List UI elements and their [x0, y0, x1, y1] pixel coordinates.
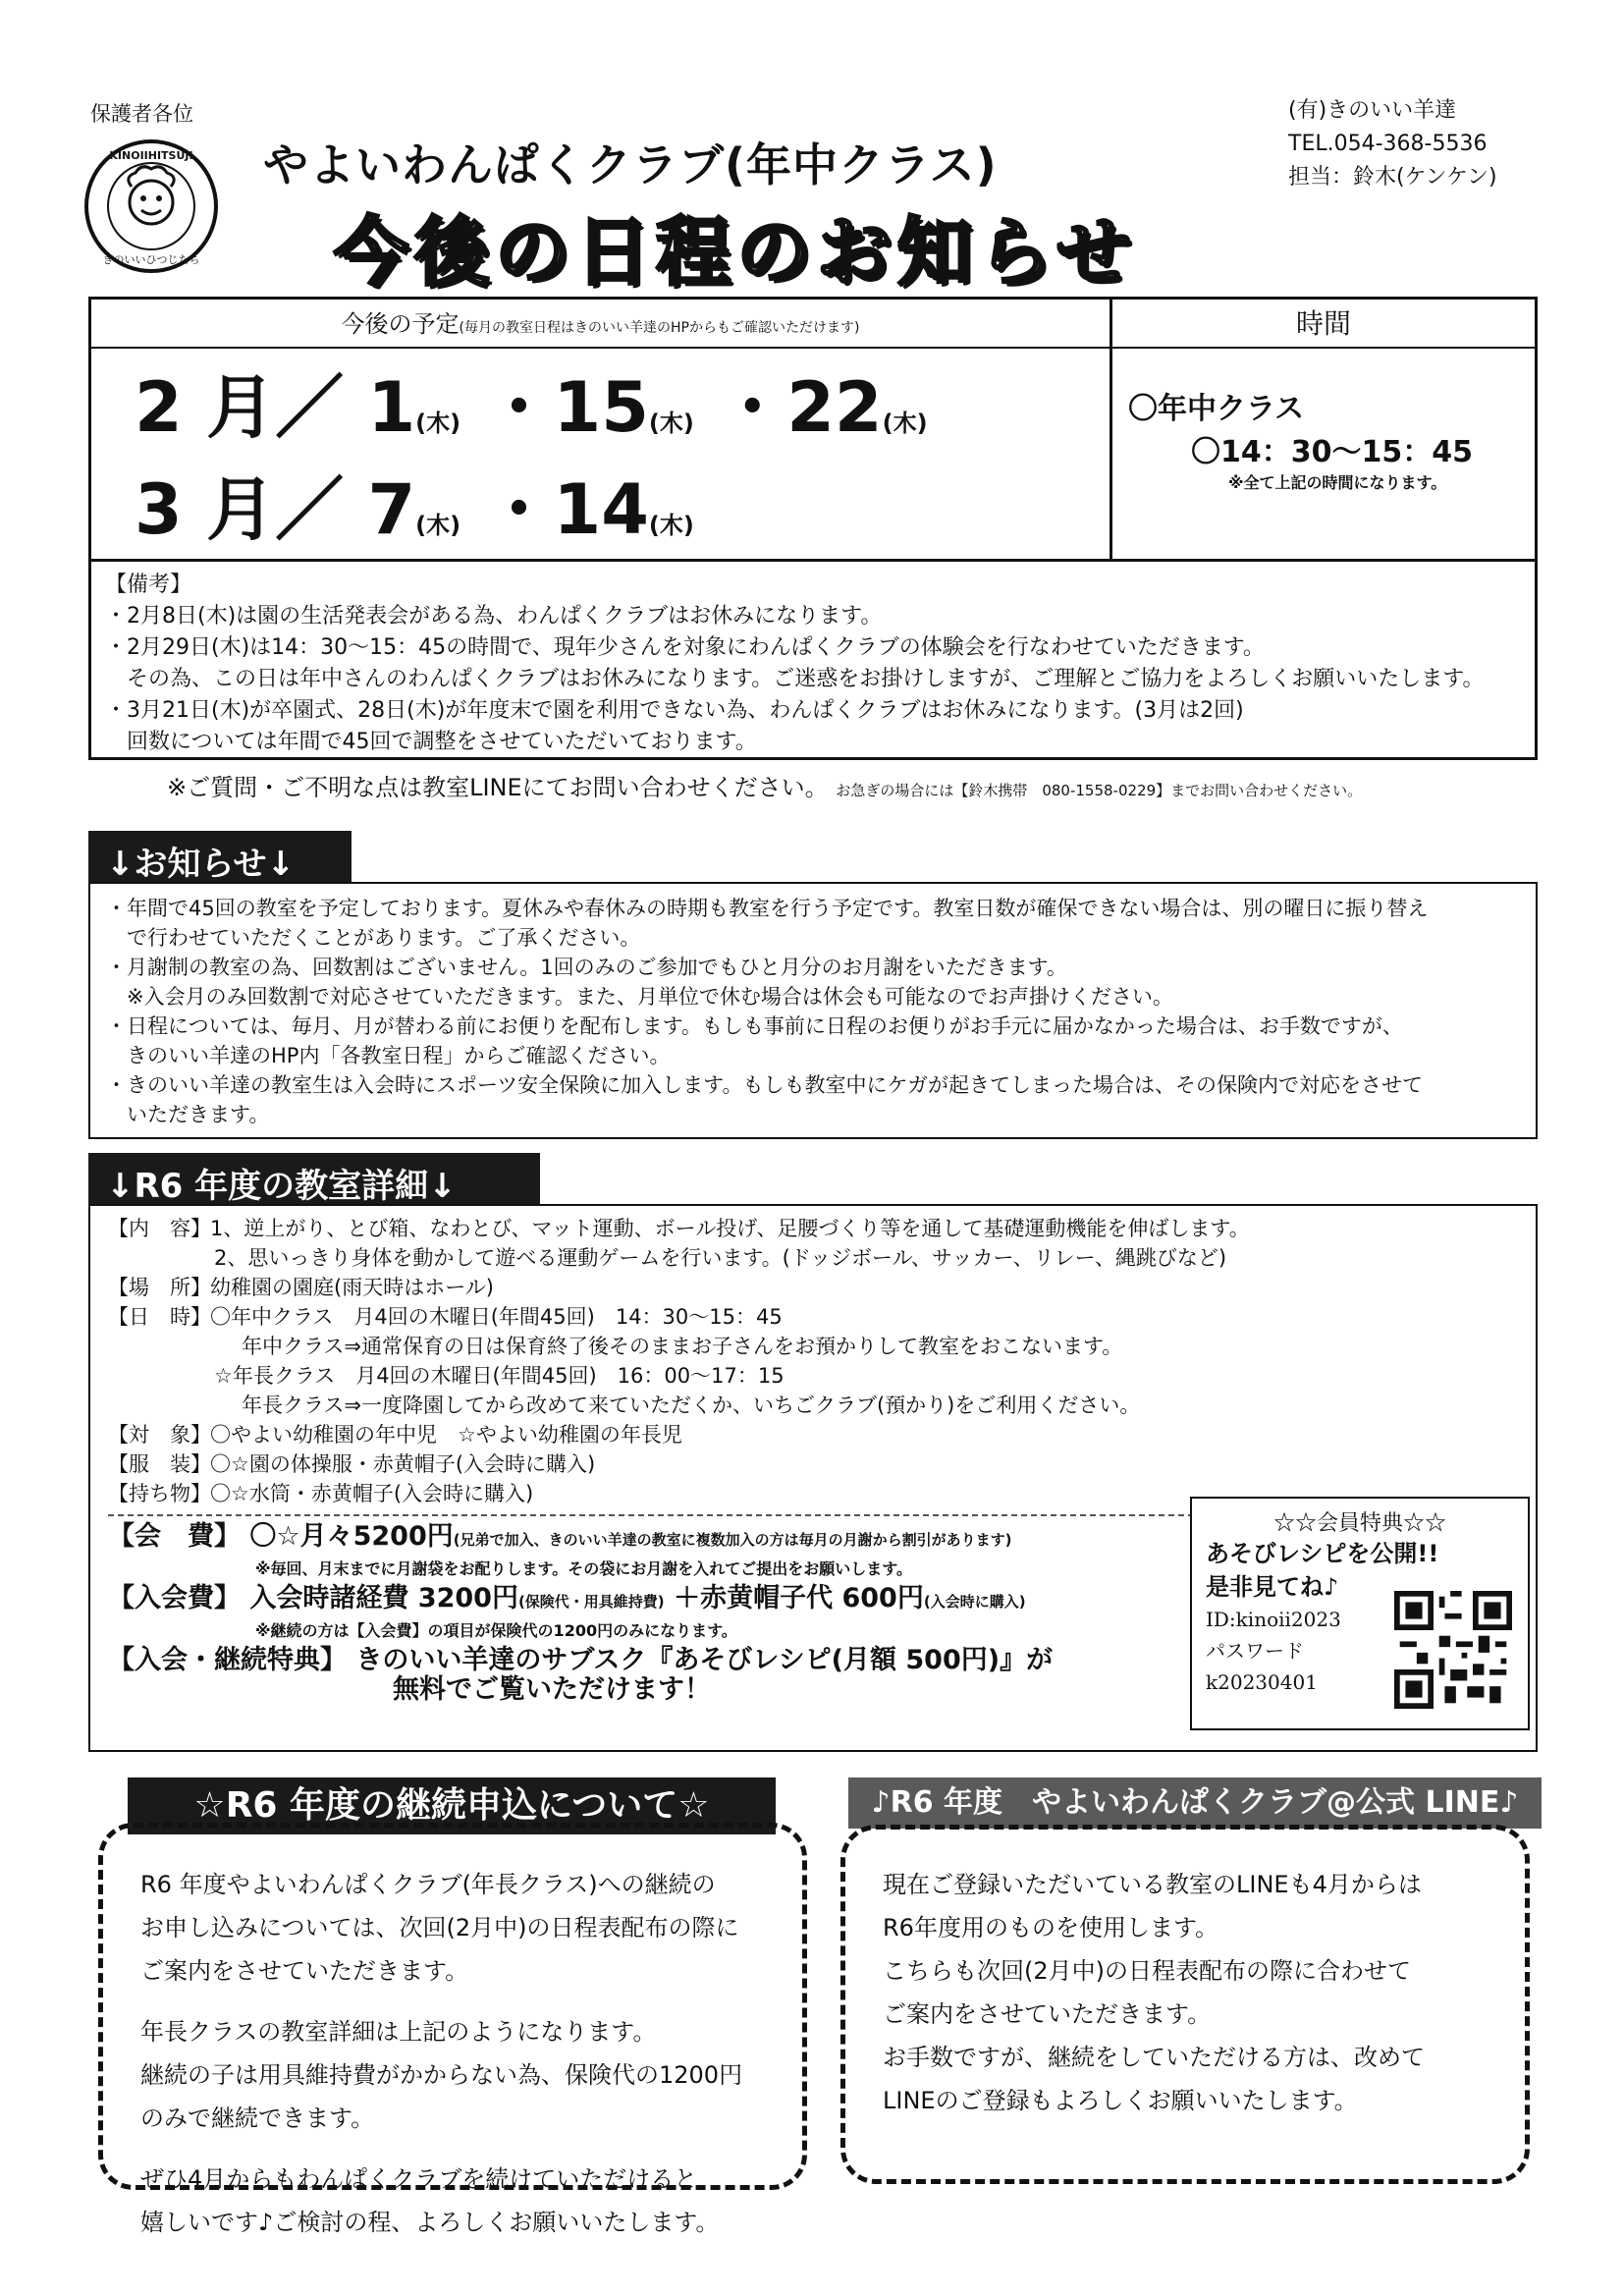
svg-text:きのいいひつじたち: きのいいひつじたち — [102, 253, 200, 266]
club-title: やよいわんぱくクラブ(年中クラス) — [263, 138, 998, 191]
renewal-paragraph-3 — [140, 2158, 765, 2244]
renewal-line: R6 年度やよいわんぱくクラブ(年長クラス)への継続の — [140, 1871, 716, 1898]
notice-line: で行わせていただくことがあります。ご了承ください。 — [106, 926, 641, 950]
content-label: 【内 容】 — [108, 1217, 211, 1240]
join-note-2: (入会時に購入) — [923, 1593, 1026, 1611]
renewal-line: ご案内をさせていただきます。 — [140, 1957, 469, 1985]
perk-text-2: 無料でご覧いただけます！ — [393, 1674, 711, 1705]
notice-line: ※入会月のみ回数割で対応させていただきます。また、月単位で休む場合は休会も可能なのでお声掛けください。 — [106, 985, 1173, 1009]
date: 7 — [367, 469, 416, 550]
place-label: 【場 所】 — [108, 1276, 211, 1299]
line-official-line: こちらも次回(2月中)の日程表配布の際に合わせて — [883, 1957, 1411, 1985]
class-time: 〇14：30～15：45 — [1191, 435, 1473, 469]
renewal-paragraph-2 — [140, 2010, 765, 2140]
line-official-line: ご案内をさせていただきます。 — [883, 2000, 1212, 2028]
target-label: 【対 象】 — [108, 1423, 211, 1447]
member-pw-label: パスワード — [1206, 1639, 1304, 1663]
time-cell — [1112, 349, 1535, 559]
page-title: 今後の日程のお知らせ — [334, 208, 1137, 296]
notice-body — [88, 882, 1538, 1139]
line-official-box — [840, 1825, 1530, 2184]
notice-line: ・日程については、毎月、月が替わる前にお便りを配布します。もしも事前に日程のお便りがお手元に届かなかった場合は、お手数ですが、 — [106, 1014, 1403, 1038]
join-label: 【入会費】 — [108, 1583, 241, 1613]
line-official-header: ♪R6 年度 やよいわんぱくクラブ@公式 LINE♪ — [848, 1777, 1542, 1829]
company-name: (有)きのいい羊達 — [1288, 98, 1457, 123]
member-title: ☆☆会員特典☆☆ — [1272, 1511, 1446, 1536]
dates-row-mar — [135, 455, 694, 554]
line-official-line: LINEのご登録もよろしくお願いいたします。 — [883, 2087, 1358, 2114]
place-text: 幼稚園の園庭(雨天時はホール) — [210, 1276, 494, 1299]
notice-line: ・月謝制の教室の為、回数割はございません。1回のみのご参加でもひと月分のお月謝をいただきます。 — [106, 956, 1067, 979]
renewal-box — [98, 1823, 807, 2236]
renewal-paragraph-1 — [140, 1863, 765, 1993]
date: ・15 — [484, 367, 649, 448]
inquiry-main: ※ご質問・ご不明な点は教室LINEにてお問い合わせください。 — [167, 774, 829, 801]
perk-text: きのいい羊達のサブスク『あそびレシピ(月額 500円)』が — [355, 1645, 1054, 1675]
renewal-line: 年長クラスの教室詳細は上記のようになります。 — [140, 2018, 657, 2046]
time-text: 〇年中クラス 月4回の木曜日(年間45回) 14：30～15：45 — [210, 1305, 783, 1329]
join-value-2: ＋赤黄帽子代 600円 — [674, 1583, 924, 1613]
remark-line: ・2月8日(木)は園の生活発表会がある為、わんぱくクラブはお休みになります。 — [105, 604, 883, 629]
date: ・14 — [484, 469, 649, 550]
renewal-line: 嬉しいです♪ご検討の程、よろしくお願いいたします。 — [140, 2209, 720, 2236]
weekday: (木) — [415, 410, 461, 437]
class-name: 〇年中クラス — [1128, 392, 1305, 426]
time-label: 【日 時】 — [108, 1305, 211, 1329]
dates-row-feb — [135, 353, 928, 452]
addressee: 保護者各位 — [90, 102, 193, 126]
weekday: (木) — [882, 410, 928, 437]
schedule-dates — [91, 349, 1112, 559]
notice-line: ・きのいい羊達の教室生は入会時にスポーツ安全保険に加入します。もしも教室中にケガが起きてしまった場合は、その保険内で対応をさせて — [106, 1073, 1424, 1097]
time-note: ※全て上記の時間になります。 — [1228, 473, 1447, 492]
inquiry-note — [167, 768, 1362, 802]
time-row — [108, 1302, 1518, 1332]
company-info — [1288, 94, 1497, 194]
weekday: (木) — [648, 410, 694, 437]
content-text: 1、逆上がり、とび箱、なわとび、マット運動、ボール投げ、足腰づくり等を通して基礎運動機能を伸ばします。 — [210, 1217, 1250, 1240]
line-official-line: 現在ご登録いただいている教室のLINEも4月からは — [883, 1871, 1422, 1898]
company-person: 担当：鈴木(ケンケン) — [1288, 165, 1497, 190]
details-header: ↓R6 年度の教室詳細↓ — [88, 1153, 540, 1204]
member-line1: あそびレシピを公開!! — [1206, 1540, 1439, 1567]
month-feb: 2 月／ — [135, 367, 345, 448]
target-text: 〇やよい幼稚園の年中児 ☆やよい幼稚園の年長児 — [210, 1423, 682, 1447]
notice-line: きのいい羊達のHP内「各教室日程」からご確認ください。 — [106, 1044, 671, 1067]
schedule-header — [91, 300, 1112, 349]
renewal-line: 継続の子は用具維持費がかからない為、保険代の1200円 — [140, 2061, 743, 2089]
items-text: 〇☆水筒・赤黄帽子(入会時に購入) — [210, 1482, 534, 1505]
member-id: ID:kinoii2023 — [1206, 1608, 1341, 1631]
month-mar: 3 月／ — [135, 469, 345, 550]
line-official-line: お手数ですが、継続をしていただける方は、改めて — [883, 2044, 1425, 2071]
notice-header: ↓お知らせ↓ — [88, 831, 352, 882]
renewal-line: お申し込みについては、次回(2月中)の日程表配布の際に — [140, 1914, 739, 1941]
join-note: (保険代・用具維持費) — [517, 1593, 665, 1611]
fee-note-2: ※毎回、月末までに月謝袋をお配りします。その袋にお月謝を入れてご提出をお願いします。 — [255, 1559, 912, 1578]
join-note-3: ※継続の方は【入会費】の項目が保険代の1200円のみになります。 — [255, 1621, 737, 1640]
logo-seal — [82, 137, 220, 275]
perk-label: 【入会・継続特典】 — [108, 1645, 347, 1675]
schedule-header-label: 今後の予定 — [341, 310, 460, 338]
svg-text:KINOIIHITSUJI: KINOIIHITSUJI — [109, 149, 193, 162]
renewal-line: のみで継続できます。 — [140, 2105, 375, 2132]
weekday: (木) — [648, 512, 694, 539]
schedule-table — [88, 297, 1538, 760]
weekday: (木) — [415, 512, 461, 539]
remark-line: ・3月21日(木)が卒園式、28日(木)が年度末で園を利用できない為、わんぱくクラブはお休みになります。(3月は2回) — [105, 698, 1244, 723]
time-row-2: ☆年長クラス 月4回の木曜日(年間45回) 16：00～17：15 — [214, 1364, 785, 1388]
place-row — [108, 1273, 1518, 1302]
schedule-header-note: (毎月の教室日程はきのいい羊達のHPからもご確認いただけます) — [459, 320, 860, 336]
notice-line: いただきます。 — [106, 1103, 270, 1126]
date: ・22 — [718, 367, 883, 448]
date: 1 — [367, 367, 416, 448]
member-line2: 是非見てね♪ — [1206, 1573, 1339, 1601]
clothes-row — [108, 1449, 1518, 1479]
time-header: 時間 — [1112, 300, 1535, 349]
renewal-header: ☆R6 年度の継続申込について☆ — [128, 1777, 776, 1834]
remark-line: 回数については年間で45回で調整をさせていただいております。 — [105, 730, 757, 754]
clothes-text: 〇☆園の体操服・赤黄帽子(入会時に購入) — [210, 1452, 596, 1476]
inquiry-sub: お急ぎの場合には【鈴木携帯 080-1558-0229】までお問い合わせください。 — [836, 782, 1363, 799]
fee-value: 〇☆月々5200円 — [249, 1521, 454, 1552]
line-official-line: R6年度用のものを使用します。 — [883, 1914, 1219, 1941]
remark-line: ・2月29日(木)は14：30～15：45の時間で、現年少さんを対象にわんぱくクラブの体験会を行なわせていただきます。 — [105, 635, 1265, 660]
company-tel: TEL.054-368-5536 — [1288, 132, 1488, 156]
member-pw: k20230401 — [1206, 1670, 1318, 1694]
member-benefit-box — [1190, 1497, 1530, 1730]
content-row — [108, 1214, 1518, 1243]
notice-line: ・年間で45回の教室を予定しております。夏休みや春休みの時期も教室を行う予定です。教室日数が確保できない場合は、別の曜日に振り替え — [106, 897, 1429, 920]
remarks — [91, 559, 1535, 757]
content-row-2: 2、思いっきり身体を動かして遊べる運動ゲームを行います。(ドッジボール、サッカー、リレー、縄跳びなど) — [214, 1246, 1227, 1270]
remark-line: その為、この日は年中さんのわんぱくクラブはお休みになります。ご迷惑をお掛けしますが、ご理解とご協力をよろしくお願いいたします。 — [105, 667, 1485, 691]
renewal-line: ぜひ4月からもわんぱくクラブを続けていただけると — [140, 2165, 698, 2193]
remarks-title: 【備考】 — [105, 573, 192, 597]
clothes-label: 【服 装】 — [108, 1452, 211, 1476]
time-row-note: 年中クラス⇒通常保育の日は保育終了後そのままお子さんをお預かりして教室をおこないます。 — [242, 1335, 1123, 1358]
items-label: 【持ち物】 — [108, 1482, 211, 1505]
fee-label: 【会 費】 — [108, 1521, 241, 1552]
time-row-2-note: 年長クラス⇒一度降園してから改めて来ていただくか、いちごクラブ(預かり)をご利用ください。 — [242, 1394, 1141, 1417]
fee-note: (兄弟で加入、きのいい羊達の教室に複数加入の方は毎月の月謝から割引があります) — [453, 1531, 1012, 1549]
join-value: 入会時諸経費 3200円 — [249, 1583, 518, 1613]
qr-code-icon[interactable] — [1394, 1591, 1512, 1709]
target-row — [108, 1420, 1518, 1449]
